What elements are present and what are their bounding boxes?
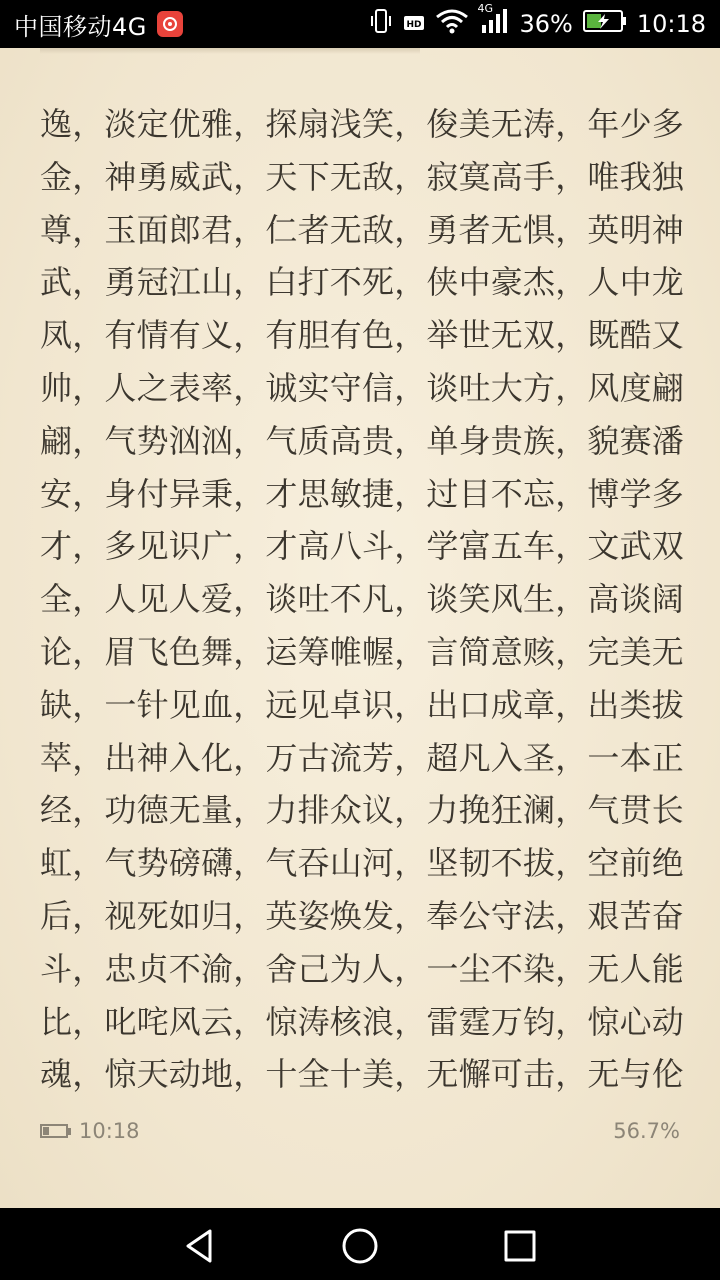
text-line: 虹，气势磅礴，气吞山河，坚韧不拔，空前绝 [40, 844, 685, 883]
text-line: 凤，有情有义，有胆有色，举世无双，既酷又 [40, 316, 685, 355]
vibrate-icon [369, 8, 393, 40]
text-line: 翩，气势汹汹，气质高贵，单身贵族，貌赛潘 [40, 421, 685, 460]
status-bar [0, 0, 720, 48]
text-line: 斗，忠贞不渝，舍己为人，一尘不染，无人能 [40, 949, 685, 988]
netease-music-icon [157, 11, 183, 37]
hd-icon [403, 10, 425, 38]
text-line: 安，身付异秉，才思敏捷，过目不忘，博学多 [40, 474, 685, 513]
status-right [369, 2, 706, 40]
network-type-label: 4G [477, 2, 494, 15]
status-clock: 10:18 [636, 10, 706, 38]
back-icon[interactable] [178, 1224, 222, 1268]
previous-page-edge [40, 48, 420, 54]
wifi-icon [435, 8, 469, 40]
text-line: 比，叱咤风云，惊涛核浪，雷霆万钧，惊心动 [40, 1002, 685, 1041]
reader-page[interactable] [0, 48, 720, 1208]
text-line: 帅，人之表率，诚实守信，谈吐大方，风度翩 [40, 368, 685, 407]
status-left [14, 7, 183, 42]
text-line: 缺，一针见血，远见卓识，出口成章，出类拔 [40, 685, 685, 724]
text-line: 经，功德无量，力排众议，力挽狂澜，气贯长 [40, 791, 685, 830]
footer-time: 10:18 [79, 1119, 140, 1143]
text-line: 萃，出神入化，万古流芳，超凡入圣，一本正 [40, 738, 685, 777]
battery-icon [40, 1124, 71, 1138]
battery-percent: 36% [519, 10, 573, 38]
text-line: 尊，玉面郎君，仁者无敌，勇者无惧，英明神 [40, 210, 685, 249]
svg-text:HD: HD [406, 20, 422, 30]
reading-progress: 56.7% [613, 1119, 680, 1143]
text-line: 金，神勇威武，天下无敌，寂寞高手，唯我独 [40, 157, 685, 196]
text-line: 论，眉飞色舞，运筹帷幄，言简意赅，完美无 [40, 632, 685, 671]
reader-text [40, 98, 686, 1101]
text-line: 魂，惊天动地，十全十美，无懈可击，无与伦 [40, 1055, 685, 1094]
navigation-bar [0, 1208, 720, 1280]
carrier-label: 中国移动4G [14, 12, 147, 41]
text-line: 武，勇冠江山，白打不死，侠中豪杰，人中龙 [40, 263, 685, 302]
battery-charging-icon [583, 9, 627, 39]
reader-footer [40, 1116, 680, 1146]
text-line: 逸，淡定优雅，探扇浅笑，俊美无涛，年少多 [40, 105, 685, 143]
text-line: 全，人见人爱，谈吐不凡，谈笑风生，高谈阔 [40, 580, 685, 619]
home-icon[interactable] [338, 1224, 382, 1268]
text-line: 才，多见识广，才高八斗，学富五车，文武双 [40, 527, 685, 566]
text-line: 后，视死如归，英姿焕发，奉公守法，艰苦奋 [40, 896, 685, 935]
recent-apps-icon[interactable] [498, 1224, 542, 1268]
signal-icon [477, 2, 509, 40]
